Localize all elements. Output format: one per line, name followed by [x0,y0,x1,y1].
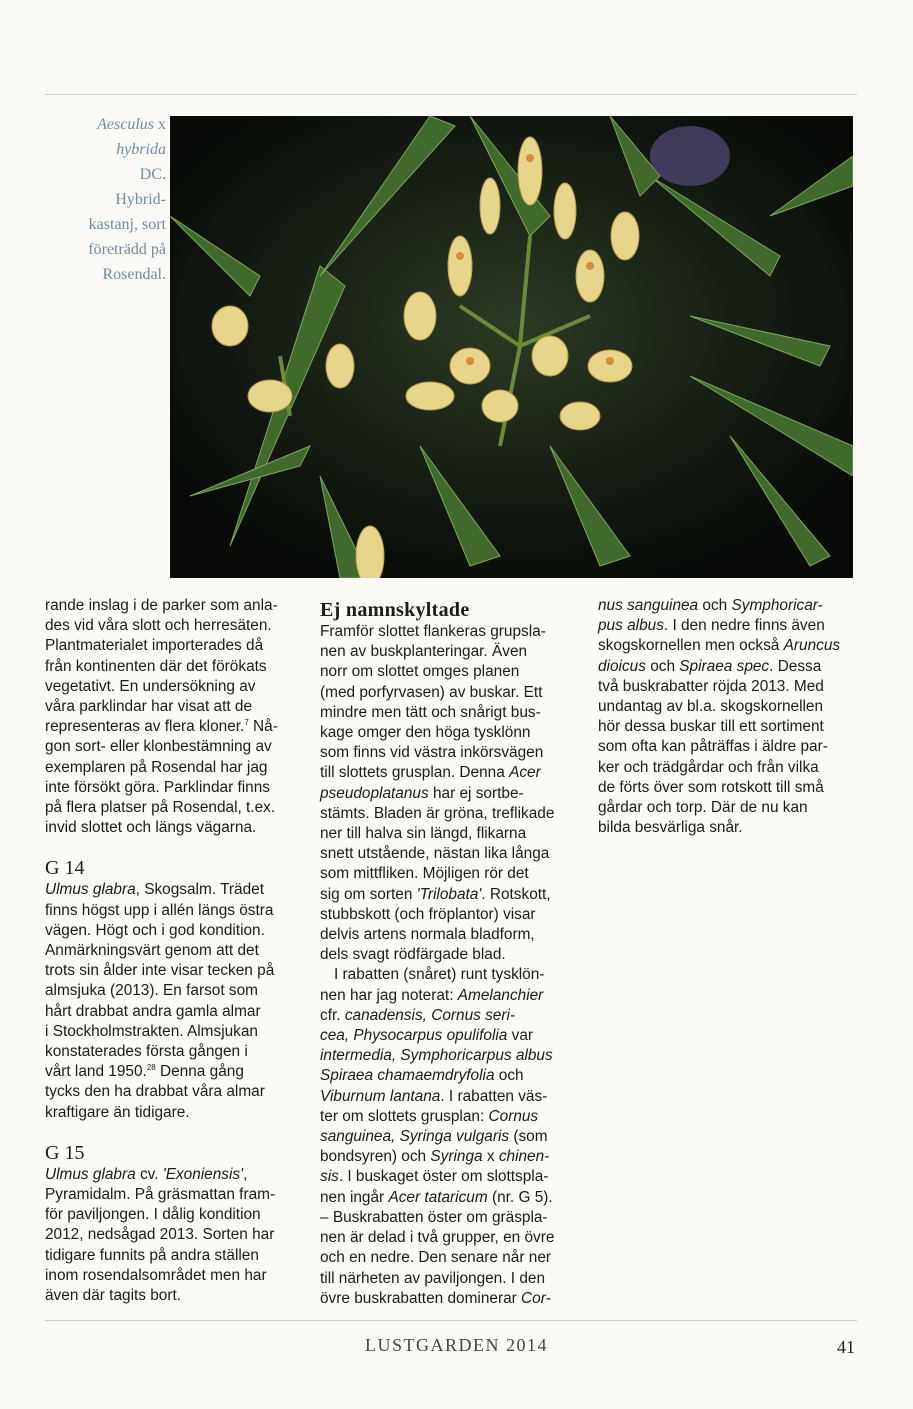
footnote-ref: 28 [146,1063,156,1073]
text-column-2 [320,598,570,1309]
text-column-1 [45,596,295,1306]
bottom-rule [45,1320,857,1321]
heading-g14: G 14 [45,857,85,880]
paragraph-buskplanteringar: Framför slottet flankeras grupsla- nen av buskplanteringar. Även norr om slottet omges planen (med porfyrvasen) av buskar. Ett mindre men tätt och snårigt bus- kage omger den höga tysklönn som finns vid västra inkörsvägen till slottets grusplan. Denna Acer pseudoplatanus har ej sortbe- stämts. Bladen är gröna, treflikade ner till halva sin längd, flikarna snett utstående, nästan lika långa som mittfliken. Möjligen rör det sig om sorten 'Trilobata'. Rotskott, stubbskott (och fröplantor) visar delvis artens normala bladform, dels svagt rödfärgade blad. [320,623,555,964]
chestnut-flower-photo [170,116,853,578]
heading-g15: G 15 [45,1141,85,1164]
text-column-3 [598,596,848,838]
figure-caption: Aesculus x hybrida DC. Hybrid- kastanj, sort företrädd på Rosendal. [88,116,166,283]
journal-title: LUSTGARDEN 2014 [365,1335,548,1355]
caption-species: hybrida [116,141,166,158]
page-number: 41 [837,1337,855,1357]
heading-ej-namnskyltade: Ej namnskyltade [320,599,470,621]
caption-genus: Aesculus [97,116,154,133]
paragraph-rabatten: I rabatten (snåret) runt tysklön- nen har jag noterat: Amelanchier cfr. canadensis, Cornus seri- cea, Physocarpus opulifolia var intermedia, Symphoricarpus albus Spiraea chamaemdryfolia och Viburnum lantana. I rabatten väs- ter om slottets grusplan: Cornus sanguinea, Syringa vulgaris (som bondsyren) och Syringa x chinen- sis. I buskaget öster om slottspla- nen ingår Acer tataricum (nr. G 5). – Buskrabatten öster om gräspla- nen är delad i två grupper, en övre och en nedre. Den senare når ner till närheten av paviljongen. I den övre buskrabatten dominerar Cor- [320,966,555,1307]
top-rule [45,94,857,95]
paragraph-g14: Ulmus glabra, Skogsalm. Trädet finns högst upp i allén längs östra vägen. Högt och i god kondition. Anmärkningsvärt genom att det trots sin ålder inte visar tecken på almsjuka (2013). En farsot som hårt drabbat andra gamla almar i Stockholmstrakten. Almsjukan konstaterades första gången i vårt land 1950.28 Denna gång tycks den ha drabbat våra almar kraftigare än tidigare. [45,881,275,1121]
footnote-ref: 7 [244,718,249,728]
paragraph-g15: Ulmus glabra cv. 'Exoniensis', Pyramidalm. På gräsmattan fram- för paviljongen. I dålig kondition 2012, nedsågad 2013. Sorten har tidigare funnits på andra ställen inom rosendalsområdet men har även där tagits bort. [45,1165,276,1305]
paragraph-continuation: nus sanguinea och Symphoricar- pus albus. I den nedre finns även skogskornellen men också Aruncus dioicus och Spiraea spec. Dessa två buskrabatter röjda 2013. Med undantag av bl.a. skogskornellen hör dessa buskar till ett sortiment som ofta kan påträffas i äldre par- ker och trädgårdar och från vilka de förts över som rotskott till små gårdar och torp. Där de nu kan bilda besvärliga snår. [598,597,841,837]
paragraph-parklindar: rande inslag i de parker som anla- des vid våra slott och herresäten. Plantmaterialet importerades då från kontinenten där det förökats vegetativt. En undersökning av våra parklindar har visat att de representeras av flera kloner.$^7$ Nå- gon sort- eller klonbestämning av exemplaren på Rosendal har jag inte försökt göra. Parklindar finns på flera platser på Rosendal, t.ex. invid slottet och längs vägarna. [45,597,278,837]
